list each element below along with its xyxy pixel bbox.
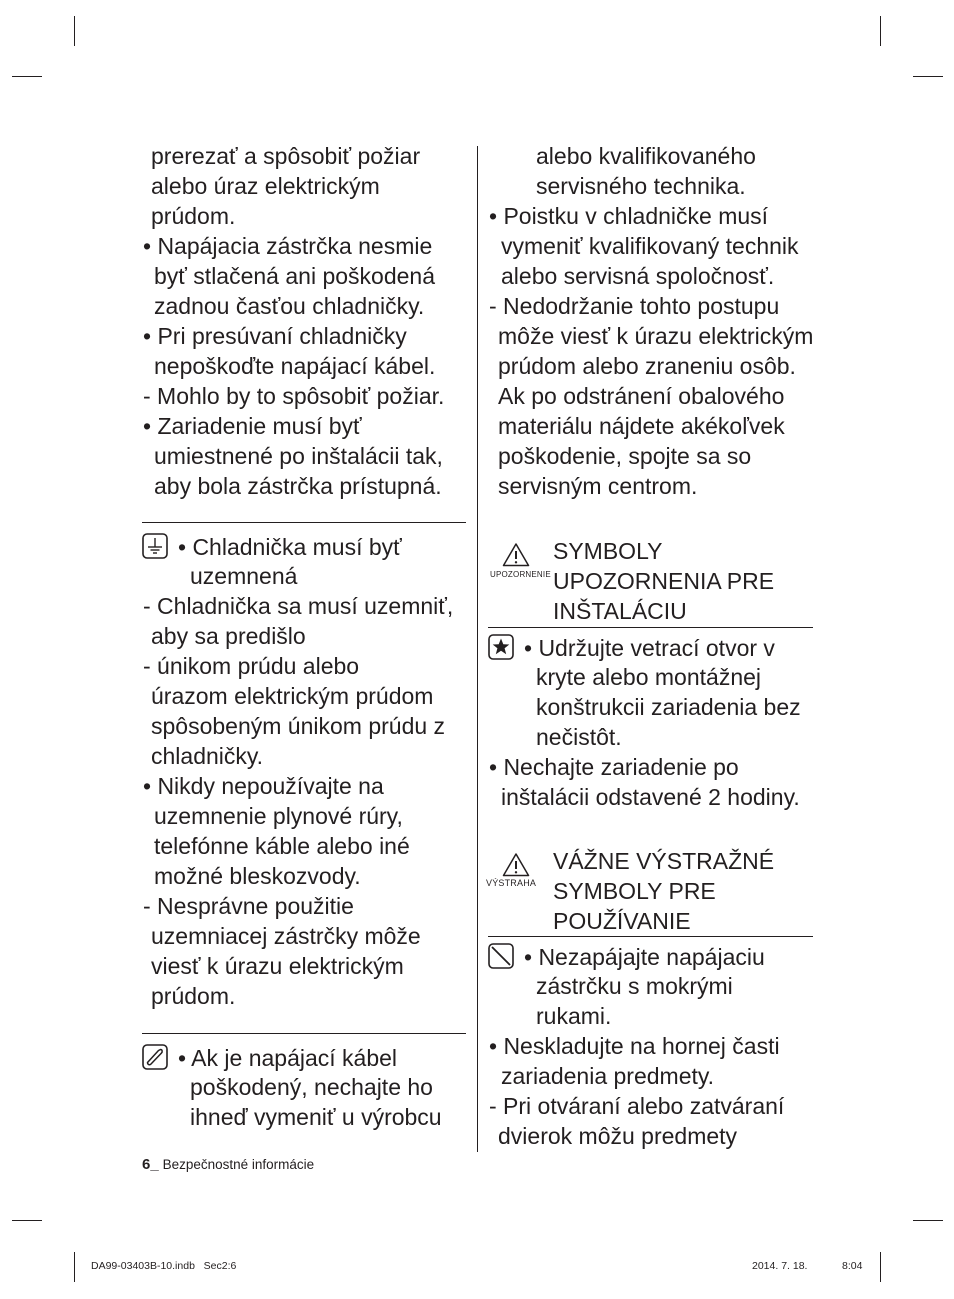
text-line: • Nechajte zariadenie po: [489, 754, 739, 780]
contact-icon: [142, 1044, 168, 1070]
text-line: zariadenia predmety.: [501, 1063, 715, 1089]
text-line: možné bleskozvody.: [154, 863, 361, 889]
text-line: rukami.: [536, 1003, 612, 1029]
text-line: • Udržujte vetrací otvor v: [524, 635, 775, 661]
section-heading: VÁŽNE VÝSTRAŽNÉ: [553, 848, 775, 874]
text-line: spôsobeným únikom prúdu z: [151, 713, 446, 739]
column-divider: [477, 146, 478, 1152]
caution-icon-label: UPOZORNENIE: [490, 570, 551, 579]
text-line: kryte alebo montážnej: [536, 664, 762, 690]
text-line: materiálu nájdete akékoľvek: [498, 413, 785, 439]
text-line: prúdom alebo zraneniu osôb.: [498, 353, 796, 379]
crop-mark: [12, 76, 42, 77]
text-line: - Chladnička sa musí uzemniť,: [143, 593, 454, 619]
page-number: 6_: [142, 1156, 159, 1173]
footer-section-title: Bezpečnostné informácie: [162, 1157, 315, 1172]
text-line: - únikom prúdu alebo: [143, 653, 360, 679]
text-line: • Pri presúvaní chladničky: [143, 323, 407, 349]
text-line: aby bola zástrčka prístupná.: [154, 473, 442, 499]
print-file-info: DA99-03403B-10.indb Sec2:6: [91, 1260, 237, 1272]
text-line: dvierok môžu predmety: [498, 1123, 738, 1149]
text-line: vymeniť kvalifikovaný technik: [501, 233, 799, 259]
print-time: 8:04: [842, 1260, 863, 1272]
text-line: • Zariadenie musí byť: [143, 413, 362, 439]
crop-mark: [913, 1220, 943, 1221]
text-line: umiestnené po inštalácii tak,: [154, 443, 443, 469]
text-line: zástrčku s mokrými: [536, 973, 733, 999]
text-line: servisného technika.: [536, 173, 746, 199]
section-rule: [142, 1033, 466, 1034]
text-line: prúdom.: [151, 203, 236, 229]
text-line: prúdom.: [151, 983, 236, 1009]
section-heading: SYMBOLY: [553, 538, 663, 564]
text-line: byť stlačená ani poškodená: [154, 263, 435, 289]
text-line: • Neskladujte na hornej časti: [489, 1033, 780, 1059]
text-line: - Nedodržanie tohto postupu: [489, 293, 780, 319]
text-line: • Nikdy nepoužívajte na: [143, 773, 384, 799]
section-rule: [488, 936, 813, 937]
text-line: nečistôt.: [536, 724, 622, 750]
text-line: telefónne káble alebo iné: [154, 833, 410, 859]
text-line: alebo servisná spoločnosť.: [501, 263, 775, 289]
section-heading: SYMBOLY PRE: [553, 878, 716, 904]
crop-mark: [913, 76, 943, 77]
text-line: • Napájacia zástrčka nesmie: [143, 233, 433, 259]
text-line: ihneď vymeniť u výrobcu: [190, 1104, 442, 1130]
text-line: chladničky.: [151, 743, 264, 769]
section-heading: INŠTALÁCIU: [553, 598, 687, 624]
warning-icon-label: VÝSTRAHA: [486, 878, 537, 888]
crop-mark: [74, 1252, 75, 1282]
crop-mark: [12, 1220, 42, 1221]
star-icon: [488, 634, 514, 660]
section-heading: POUŽÍVANIE: [553, 908, 691, 934]
caution-triangle-icon: [502, 542, 530, 567]
section-rule: [142, 522, 466, 523]
text-line: alebo kvalifikovaného: [536, 143, 756, 169]
text-line: konštrukcii zariadenia bez: [536, 694, 801, 720]
text-line: uzemnenie plynové rúry,: [154, 803, 403, 829]
crop-mark: [880, 16, 881, 46]
text-line: uzemniacej zástrčky môže: [151, 923, 421, 949]
text-line: inštalácii odstavené 2 hodiny.: [501, 784, 800, 810]
text-line: - Pri otváraní alebo zatváraní: [489, 1093, 785, 1119]
print-date: 2014. 7. 18.: [752, 1260, 808, 1272]
text-line: servisným centrom.: [498, 473, 698, 499]
text-line: nepoškoďte napájací kábel.: [154, 353, 436, 379]
text-line: - Nesprávne použitie: [143, 893, 354, 919]
text-line: zadnou časťou chladničky.: [154, 293, 425, 319]
text-line: alebo úraz elektrickým: [151, 173, 380, 199]
crop-mark: [74, 16, 75, 46]
section-heading: UPOZORNENIA PRE: [553, 568, 775, 594]
text-line: • Chladnička musí byť: [178, 534, 402, 560]
text-line: - Mohlo by to spôsobiť požiar.: [143, 383, 445, 409]
text-line: poškodený, nechajte ho: [190, 1074, 433, 1100]
ground-icon: [142, 533, 168, 559]
section-rule: [488, 627, 813, 628]
text-line: prerezať a spôsobiť požiar: [151, 143, 421, 169]
text-line: • Nezapájajte napájaciu: [524, 944, 765, 970]
text-line: poškodenie, spojte sa so: [498, 443, 752, 469]
crop-mark: [880, 1252, 881, 1282]
warning-triangle-icon: [502, 852, 530, 877]
text-line: • Poistku v chladničke musí: [489, 203, 769, 229]
text-line: úrazom elektrickým prúdom: [151, 683, 434, 709]
text-line: môže viesť k úrazu elektrickým: [498, 323, 814, 349]
prohibition-icon: [488, 943, 514, 969]
text-line: uzemnená: [190, 563, 298, 589]
text-line: • Ak je napájací kábel: [178, 1045, 398, 1071]
page-footer: [142, 1156, 314, 1173]
text-line: viesť k úrazu elektrickým: [151, 953, 404, 979]
text-line: aby sa predišlo: [151, 623, 306, 649]
text-line: Ak po odstránení obalového: [498, 383, 785, 409]
